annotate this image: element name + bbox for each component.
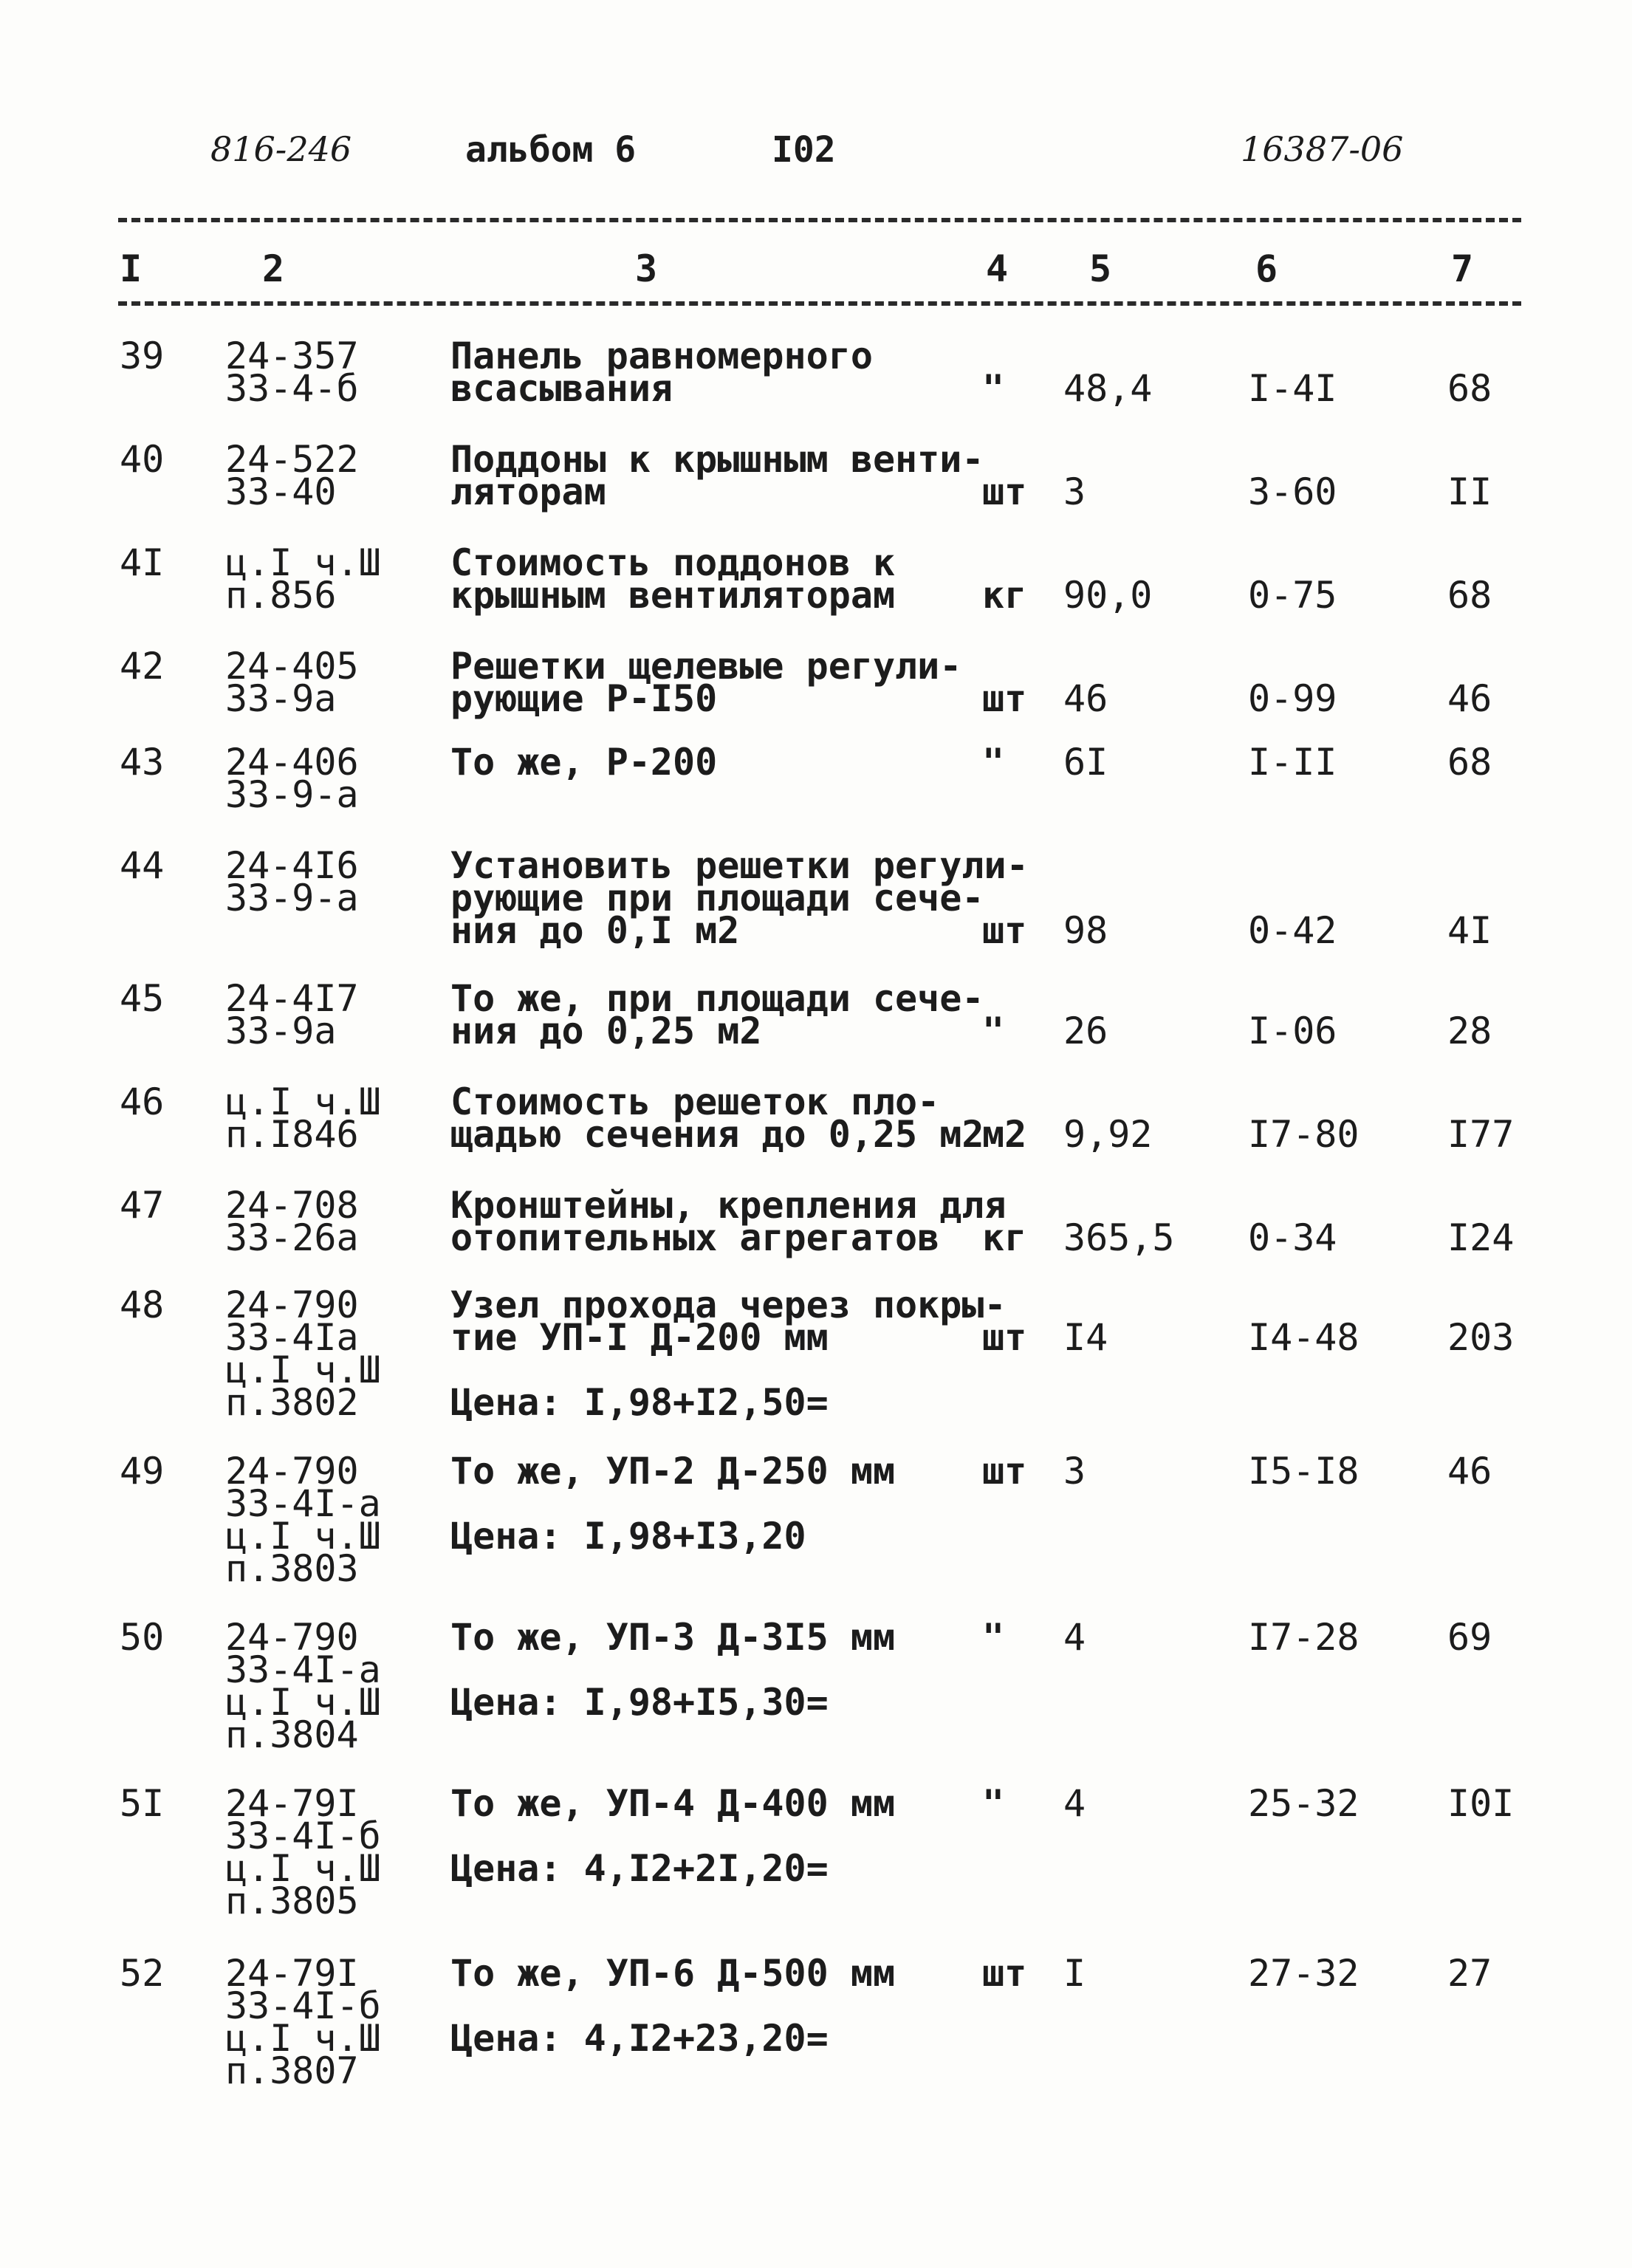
row-reference: 24-708 33-26а: [225, 1184, 359, 1259]
row-number: 47: [120, 1184, 165, 1227]
row-reference: 24-790 33-4Iа ц.I ч.Ш п.3802: [225, 1284, 381, 1424]
row-unit: м2: [982, 1113, 1027, 1156]
row-total: 28: [1447, 1010, 1492, 1052]
row-unit: шт: [982, 1450, 1027, 1493]
row-total: II: [1447, 470, 1492, 513]
row-total: 46: [1447, 1450, 1492, 1493]
row-unit-cost: 3-60: [1248, 470, 1337, 513]
row-unit-cost: I7-80: [1248, 1113, 1360, 1156]
row-description: Панель равномерного всасывания: [450, 335, 873, 410]
row-total: I77: [1447, 1113, 1515, 1156]
row-unit: ": [982, 1616, 1005, 1659]
row-unit: ": [982, 1010, 1005, 1052]
row-description: То же, УП-4 Д-400 мм: [450, 1782, 896, 1825]
row-unit: ": [982, 367, 1005, 410]
row-number: 40: [120, 438, 165, 481]
row-quantity: 3: [1063, 470, 1086, 513]
row-unit-cost: I7-28: [1248, 1616, 1360, 1659]
row-price-note: Цена: I,98+I5,30=: [450, 1681, 829, 1724]
row-unit: кг: [982, 574, 1027, 617]
row-unit-cost: I4-48: [1248, 1316, 1360, 1359]
row-description: То же, УП-3 Д-3I5 мм: [450, 1616, 896, 1659]
col-3-number: 3: [635, 247, 658, 290]
row-number: 4I: [120, 541, 165, 584]
row-description: Стоимость решеток пло- щадью сечения до 0,25 м2: [450, 1080, 984, 1156]
row-quantity: I4: [1063, 1316, 1108, 1359]
album-label: альбом 6: [465, 129, 637, 171]
row-quantity: 90,0: [1063, 574, 1153, 617]
row-unit: шт: [982, 470, 1027, 513]
row-quantity: 4: [1063, 1616, 1086, 1659]
row-unit: шт: [982, 677, 1027, 720]
row-number: 45: [120, 977, 165, 1020]
row-reference: 24-522 33-40: [225, 438, 359, 513]
row-description: Установить решетки регули- рующие при площади сече- ния до 0,I м2: [450, 844, 1029, 952]
row-quantity: I: [1063, 1952, 1086, 1995]
col-5-number: 5: [1089, 247, 1112, 290]
row-unit: шт: [982, 909, 1027, 952]
row-price-note: Цена: 4,I2+2I,20=: [450, 1847, 829, 1890]
row-unit: ": [982, 1782, 1005, 1825]
row-reference: 24-790 33-4I-а ц.I ч.Ш п.3803: [225, 1450, 381, 1590]
row-total: I0I: [1447, 1782, 1515, 1825]
row-unit-cost: 27-32: [1248, 1952, 1360, 1995]
row-quantity: 6I: [1063, 741, 1108, 784]
row-description: То же, УП-6 Д-500 мм: [450, 1952, 896, 1995]
row-reference: 24-4I7 33-9а: [225, 977, 359, 1052]
col-2-number: 2: [262, 247, 285, 290]
row-total: 203: [1447, 1316, 1515, 1359]
row-description: То же, при площади сече- ния до 0,25 м2: [450, 977, 984, 1052]
row-number: 48: [120, 1284, 165, 1326]
row-unit-cost: 0-99: [1248, 677, 1337, 720]
row-number: 44: [120, 844, 165, 887]
row-quantity: 4: [1063, 1782, 1086, 1825]
row-total: 68: [1447, 574, 1492, 617]
row-description: Решетки щелевые регули- рующие Р-I50: [450, 645, 962, 720]
row-reference: ц.I ч.Ш п.856: [225, 541, 381, 617]
col-6-number: 6: [1255, 247, 1278, 290]
row-description: То же, УП-2 Д-250 мм: [450, 1450, 896, 1493]
row-description: То же, Р-200: [450, 741, 718, 784]
row-quantity: 46: [1063, 677, 1108, 720]
row-unit: кг: [982, 1216, 1027, 1259]
row-description: Стоимость поддонов к крышным вентиляторам: [450, 541, 896, 617]
row-unit-cost: 0-75: [1248, 574, 1337, 617]
code-left: 816-246: [210, 129, 352, 169]
row-reference: 24-790 33-4I-а ц.I ч.Ш п.3804: [225, 1616, 381, 1756]
row-price-note: Цена: 4,I2+23,20=: [450, 2017, 829, 2060]
row-number: 42: [120, 645, 165, 688]
row-quantity: 26: [1063, 1010, 1108, 1052]
row-quantity: 9,92: [1063, 1113, 1153, 1156]
row-total: 4I: [1447, 909, 1492, 952]
code-right: 16387-06: [1241, 129, 1404, 169]
row-unit-cost: I5-I8: [1248, 1450, 1360, 1493]
row-reference: ц.I ч.Ш п.I846: [225, 1080, 381, 1156]
row-total: 68: [1447, 741, 1492, 784]
row-unit-cost: I-II: [1248, 741, 1337, 784]
row-reference: 24-406 33-9-а: [225, 741, 359, 816]
row-reference: 24-4I6 33-9-а: [225, 844, 359, 919]
row-reference: 24-79I 33-4I-б ц.I ч.Ш п.3807: [225, 1952, 381, 2092]
row-price-note: Цена: I,98+I3,20: [450, 1515, 806, 1558]
row-total: 69: [1447, 1616, 1492, 1659]
page-number: I02: [772, 129, 836, 171]
col-7-number: 7: [1451, 247, 1474, 290]
row-quantity: 365,5: [1063, 1216, 1175, 1259]
row-unit-cost: 0-42: [1248, 909, 1337, 952]
col-1-number: I: [120, 247, 143, 290]
row-total: I24: [1447, 1216, 1515, 1259]
row-quantity: 98: [1063, 909, 1108, 952]
row-unit: шт: [982, 1316, 1027, 1359]
row-price-note: Цена: I,98+I2,50=: [450, 1381, 829, 1424]
row-number: 5I: [120, 1782, 165, 1825]
row-unit-cost: I-06: [1248, 1010, 1337, 1052]
row-unit: ": [982, 741, 1005, 784]
top-dashed-rule: [118, 218, 1521, 222]
header-dashed-rule: [118, 301, 1521, 306]
col-4-number: 4: [986, 247, 1009, 290]
row-number: 49: [120, 1450, 165, 1493]
row-unit-cost: I-4I: [1248, 367, 1337, 410]
row-reference: 24-405 33-9а: [225, 645, 359, 720]
row-quantity: 3: [1063, 1450, 1086, 1493]
row-number: 50: [120, 1616, 165, 1659]
row-number: 43: [120, 741, 165, 784]
row-total: 46: [1447, 677, 1492, 720]
row-number: 46: [120, 1080, 165, 1123]
row-description: Узел прохода через покры- тие УП-I Д-200 мм: [450, 1284, 1007, 1359]
row-quantity: 48,4: [1063, 367, 1153, 410]
row-unit-cost: 0-34: [1248, 1216, 1337, 1259]
row-description: Кронштейны, крепления для отопительных агрегатов: [450, 1184, 1007, 1259]
row-reference: 24-79I 33-4I-б ц.I ч.Ш п.3805: [225, 1782, 381, 1922]
row-description: Поддоны к крышным венти- ляторам: [450, 438, 984, 513]
row-unit-cost: 25-32: [1248, 1782, 1360, 1825]
row-total: 27: [1447, 1952, 1492, 1995]
row-total: 68: [1447, 367, 1492, 410]
row-reference: 24-357 33-4-б: [225, 335, 359, 410]
row-number: 52: [120, 1952, 165, 1995]
row-number: 39: [120, 335, 165, 377]
row-unit: шт: [982, 1952, 1027, 1995]
